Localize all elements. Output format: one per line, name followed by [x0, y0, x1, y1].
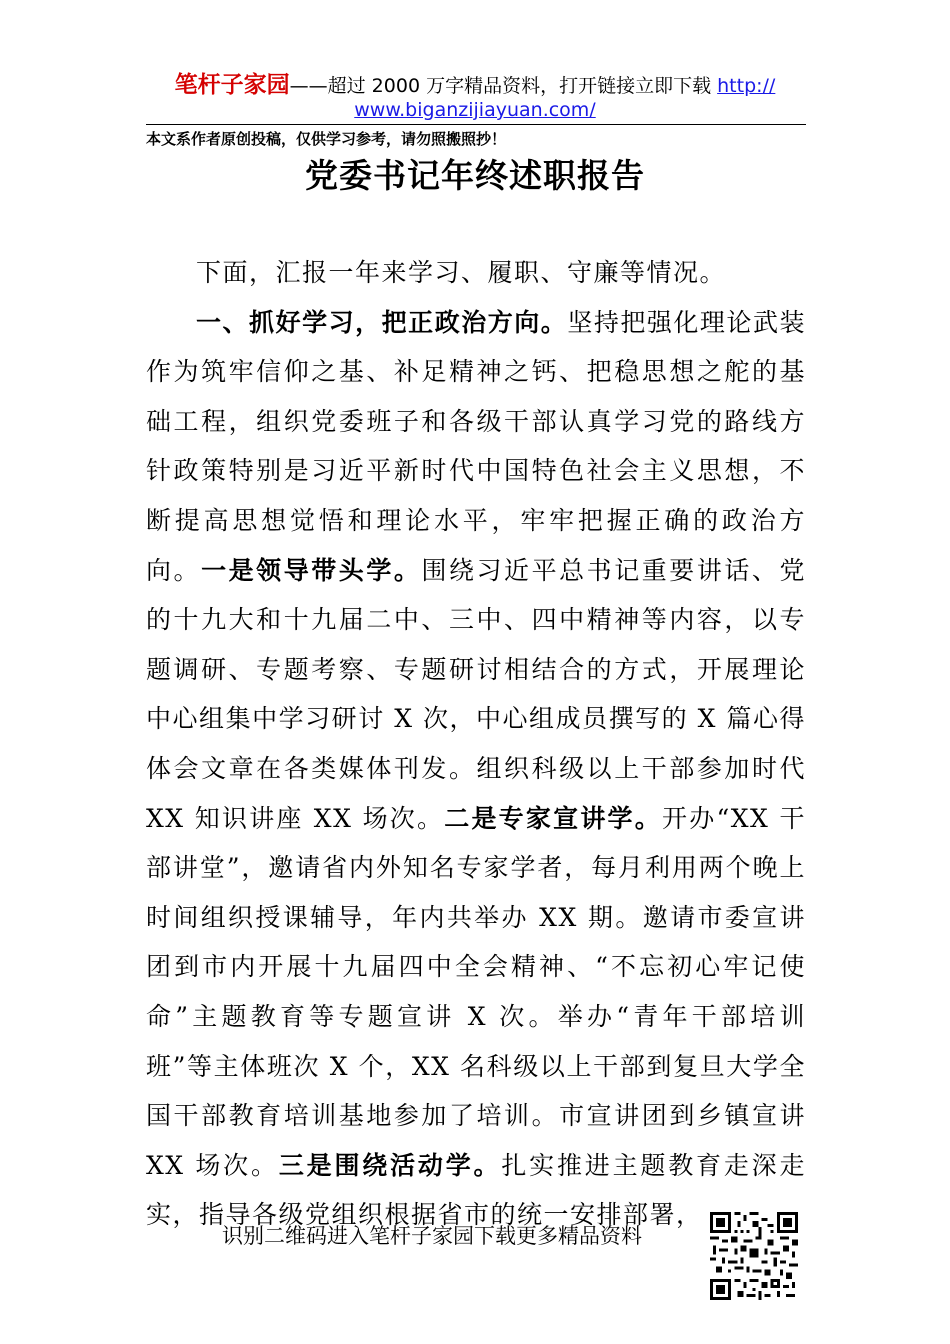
copyright-notice: 本文系作者原创投稿，仅供学习参考，请勿照搬照抄！	[146, 130, 507, 148]
header-link-line	[0, 98, 950, 122]
qr-code-icon[interactable]	[710, 1212, 798, 1300]
header-divider	[146, 124, 806, 125]
section-text-a: 坚持把强化理论武装作为筑牢信仰之基、补足精神之钙、把稳思想之舵的基础工程，组织党委班子和各级干部认真学习党的路线方针政策特别是习近平新时代中国特色社会主义思想，不断提高思想觉悟和理论水平，牢牢把握正确的政治方向。	[146, 307, 806, 585]
section-text-d: 扎实推进主题教育走深走实，指导各级党组织根据省市的统一安排部署，	[146, 1150, 806, 1230]
point-one-label: 一是领导带头学。	[201, 555, 422, 585]
site-link-part1[interactable]: http://	[717, 75, 776, 97]
point-two-label: 二是专家宣讲学。	[444, 803, 662, 833]
header-line	[0, 72, 950, 99]
intro-paragraph: 下面，汇报一年来学习、履职、守廉等情况。	[196, 258, 727, 287]
point-three-label: 三是围绕活动学。	[278, 1150, 502, 1180]
document-body	[146, 248, 806, 1240]
section-text-b: 围绕习近平总书记重要讲话、党的十九大和十九届二中、三中、四中精神等内容，以专题调研、专题考察、专题研讨相结合的方式，开展理论中心组集中学习研讨 X 次，中心组成员撰写的 X 篇心得体会文章在各类媒体刊发。组织科级以上干部参加时代 XX 知识讲座 XX 场次。	[146, 555, 806, 833]
document-title: 党委书记年终述职报告	[305, 156, 645, 195]
site-link-part2[interactable]: www.biganzijiayuan.com/	[354, 99, 596, 121]
brand-name: 笔杆子家园	[174, 72, 290, 98]
header-tagline: ——超过 2000 万字精品资料，打开链接立即下载	[289, 75, 718, 97]
section-text-c: 开办“XX 干部讲堂”，邀请省内外知名专家学者，每月利用两个晚上时间组织授课辅导，年内共举办 XX 期。邀请市委宣讲团到市内开展十九届四中全会精神、“不忘初心牢记使命”主题教育等专题宣讲 X 次。举办“青年干部培训班”等主体班次 X 个，XX 名科级以上干部到复旦大学全国干部教育培训基地参加了培训。市宣讲团到乡镇宣讲 XX 场次。	[146, 803, 806, 1180]
footer-caption: 识别二维码进入笔杆子家园下载更多精品资料	[222, 1224, 642, 1248]
section-one-paragraph	[146, 298, 806, 1240]
section-heading: 一、抓好学习，把正政治方向。	[196, 307, 568, 337]
